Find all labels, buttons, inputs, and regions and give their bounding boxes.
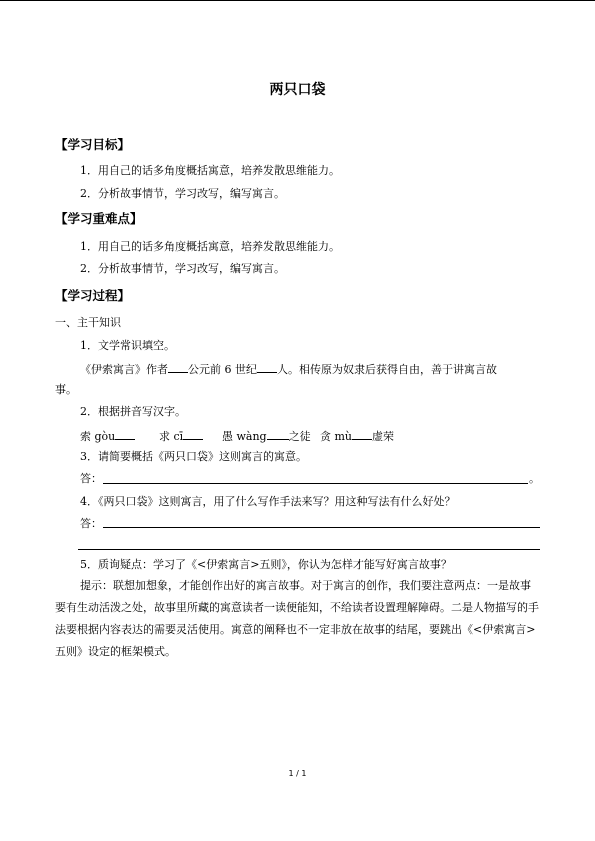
pinyin-item-4 — [320, 427, 394, 444]
question-1-text-line — [80, 360, 497, 377]
page-number: 1 / 1 — [288, 769, 307, 778]
section-heading-process: 【学习过程】 — [55, 288, 131, 303]
pinyin-suffix-3: 之徒 — [288, 430, 311, 443]
key-item-2: 2．分析故事情节，学习改写，编写寓言。 — [80, 262, 285, 275]
q1-text-part-2: 公元前 6 世纪 — [188, 363, 257, 376]
section-heading-key-points: 【学习重难点】 — [55, 211, 143, 226]
section-heading-goals: 【学习目标】 — [55, 137, 131, 152]
pinyin-suffix-4: 虚荣 — [372, 430, 395, 443]
answer-label-q3: 答： — [80, 472, 102, 485]
pinyin-text-4: 贪 mù — [320, 430, 353, 443]
q1-text-part-1: 《伊索寓言》作者 — [80, 363, 168, 376]
q1-text-part-3: 人。相传原为奴隶后获得自由，善于讲寓言故 — [277, 363, 497, 376]
pinyin-item-1 — [80, 427, 135, 444]
pinyin-item-2 — [159, 427, 203, 444]
question-1: 1．文学常识填空。 — [80, 339, 175, 352]
blank-pinyin-4 — [352, 427, 372, 440]
pinyin-text-3: 愚 wàng — [222, 430, 267, 443]
answer-line-q3 — [103, 483, 528, 484]
goal-item-2: 2．分析故事情节，学习改写，编写寓言。 — [80, 187, 285, 200]
pinyin-item-3 — [222, 427, 311, 444]
question-1-text-end: 事。 — [55, 383, 77, 396]
blank-pinyin-1 — [115, 427, 135, 440]
question-3: 3．请简要概括《两只口袋》这则寓言的寓意。 — [80, 450, 307, 463]
answer-line-q4-2 — [78, 549, 540, 550]
pinyin-text-1: 索 gòu — [80, 430, 116, 443]
blank-pinyin-3 — [267, 427, 289, 440]
pinyin-text-2: 求 cī — [159, 430, 184, 443]
question-2: 2．根据拼音写汉字。 — [80, 405, 186, 418]
blank-country — [257, 360, 277, 373]
blank-pinyin-2 — [183, 427, 203, 440]
question-4: 4．《两只口袋》这则寓言，用了什么写作手法来写？用这种写法有什么好处？ — [80, 495, 456, 508]
blank-nationality — [168, 360, 188, 373]
answer-label-q4: 答： — [80, 517, 102, 530]
answer-line-q4-1 — [103, 527, 540, 528]
goal-item-1: 1．用自己的话多角度概括寓意，培养发散思维能力。 — [80, 164, 340, 177]
answer-q3-period: 。 — [529, 472, 540, 485]
subheading-main-knowledge: 一、主干知识 — [55, 316, 121, 329]
page-title: 两只口袋 — [269, 82, 326, 98]
hint-paragraph: 提示：联想加想象，才能创作出好的寓言故事。对于寓言的创作，我们要注意两点：一是故事要有生动活泼之处，故事里所藏的寓意读者一读便能知，不给读者设置理解障碍。二是人物描写的手法要根据内容表达的需要灵活使用。寓意的阐释也不一定非放在故事的结尾，要跳出《<伊索寓言>五则》设定的框架模式。 — [55, 579, 539, 658]
key-item-1: 1．用自己的话多角度概括寓意，培养发散思维能力。 — [80, 240, 340, 253]
top-rule — [0, 0, 595, 1]
question-5: 5．质询疑点：学习了《<伊索寓言>五则》，你认为怎样才能写好寓言故事？ — [80, 558, 452, 571]
